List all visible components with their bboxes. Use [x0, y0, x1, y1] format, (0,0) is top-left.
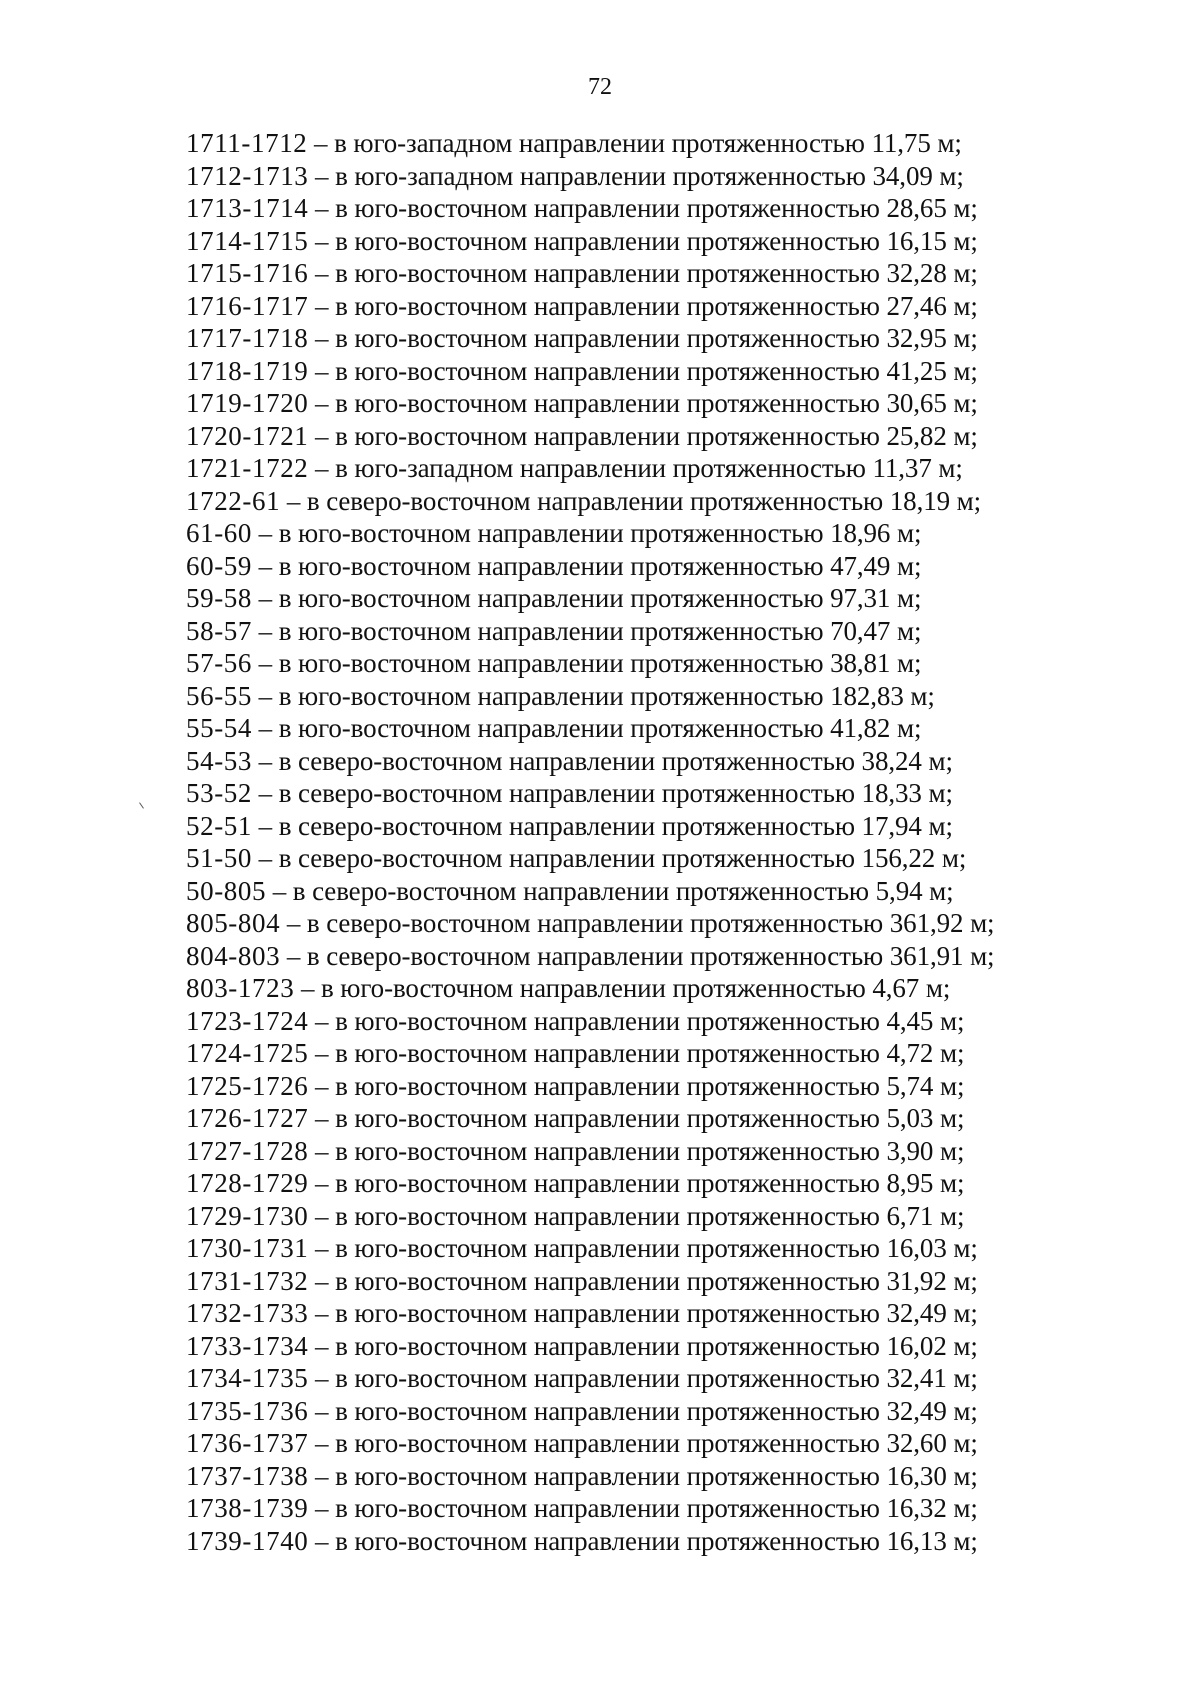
- segment-line: [186, 1265, 1066, 1298]
- segment-description: – в юго-восточном направлении протяженностью 32,95 м;: [308, 323, 978, 353]
- segment-description: – в северо-восточном направлении протяженностью 156,22 м;: [252, 843, 967, 873]
- segment-line: [186, 907, 1066, 940]
- segment-line: [186, 712, 1066, 745]
- segment-line: [186, 1362, 1066, 1395]
- segment-description: – в северо-восточном направлении протяженностью 5,94 м;: [266, 875, 954, 906]
- segment-points: 1722-61: [186, 485, 281, 516]
- segment-description: – в юго-восточном направлении протяженностью 16,13 м;: [308, 1525, 978, 1556]
- segment-line: [186, 940, 1066, 973]
- segment-line: [186, 680, 1066, 713]
- segment-points: 57-56: [186, 648, 252, 678]
- segment-description: – в юго-восточном направлении протяженностью 4,45 м;: [308, 1005, 965, 1036]
- segment-line: [186, 745, 1066, 778]
- segment-line: [186, 1492, 1066, 1525]
- segment-line: [186, 160, 1066, 193]
- segment-description: – в юго-восточном направлении протяженностью 16,03 м;: [308, 1233, 978, 1263]
- segment-line: [186, 1037, 1066, 1070]
- segment-points: 1730-1731: [186, 1233, 309, 1263]
- segment-description: – в северо-восточном направлении протяженностью 361,92 м;: [280, 908, 995, 938]
- segment-points: 804-803: [186, 940, 281, 971]
- segment-points: 1733-1734: [186, 1330, 309, 1361]
- segment-description: – в юго-западном направлении протяженностью 34,09 м;: [308, 160, 964, 191]
- segment-line: [186, 1005, 1066, 1038]
- page-number: 72: [588, 74, 612, 100]
- segment-points: 1735-1736: [186, 1395, 309, 1426]
- segment-points: 52-51: [186, 810, 252, 841]
- segment-description: – в юго-восточном направлении протяженностью 16,30 м;: [308, 1460, 978, 1491]
- segment-line: [186, 225, 1066, 258]
- segment-line: [186, 192, 1066, 225]
- segment-points: 1726-1727: [186, 1103, 309, 1133]
- segment-description: – в юго-восточном направлении протяженностью 32,49 м;: [308, 1395, 978, 1426]
- segment-points: 1721-1722: [186, 453, 309, 483]
- segment-description: – в юго-восточном направлении протяженностью 70,47 м;: [252, 615, 922, 646]
- segment-line: [186, 1297, 1066, 1330]
- segment-points: 1737-1738: [186, 1460, 309, 1491]
- segment-points: 55-54: [186, 713, 252, 743]
- segment-description: – в северо-восточном направлении протяженностью 361,91 м;: [280, 940, 995, 971]
- segment-description: – в юго-восточном направлении протяженностью 27,46 м;: [308, 290, 978, 321]
- segment-line: [186, 647, 1066, 680]
- segment-line: [186, 972, 1066, 1005]
- segment-points: 53-52: [186, 778, 252, 808]
- segment-line: [186, 1070, 1066, 1103]
- segment-points: 1712-1713: [186, 160, 309, 191]
- segment-description: – в юго-восточном направлении протяженностью 25,82 м;: [308, 420, 978, 451]
- segment-line: [186, 842, 1066, 875]
- segment-description: – в юго-восточном направлении протяженностью 32,60 м;: [308, 1428, 978, 1458]
- segment-description: – в юго-восточном направлении протяженностью 8,95 м;: [308, 1168, 965, 1198]
- segment-description: – в юго-восточном направлении протяженностью 16,02 м;: [308, 1330, 978, 1361]
- segment-description: – в юго-восточном направлении протяженностью 30,65 м;: [308, 388, 978, 418]
- segment-description: – в юго-восточном направлении протяженностью 18,96 м;: [252, 518, 922, 548]
- segment-description: – в юго-восточном направлении протяженностью 31,92 м;: [308, 1265, 978, 1296]
- segment-points: 1734-1735: [186, 1363, 309, 1393]
- segment-points: 1720-1721: [186, 420, 309, 451]
- segment-description: – в юго-восточном направлении протяженностью 3,90 м;: [308, 1135, 965, 1166]
- segment-description: – в юго-восточном направлении протяженностью 32,28 м;: [308, 258, 978, 288]
- segment-line: [186, 322, 1066, 355]
- segment-description: – в юго-восточном направлении протяженностью 32,41 м;: [308, 1363, 978, 1393]
- segment-points: 56-55: [186, 680, 252, 711]
- segment-line: [186, 810, 1066, 843]
- segment-points: 1711-1712: [186, 128, 308, 158]
- segment-description: – в юго-восточном направлении протяженностью 38,81 м;: [252, 648, 922, 678]
- segment-points: 60-59: [186, 550, 252, 581]
- segment-points: 1739-1740: [186, 1525, 309, 1556]
- segment-description: – в юго-восточном направлении протяженностью 182,83 м;: [252, 680, 935, 711]
- segment-description: – в юго-западном направлении протяженностью 11,37 м;: [308, 453, 963, 483]
- segment-points: 1718-1719: [186, 355, 309, 386]
- segment-line: [186, 1460, 1066, 1493]
- scan-mark: [139, 802, 144, 808]
- segment-line: [186, 517, 1066, 550]
- segment-description: – в юго-западном направлении протяженностью 11,75 м;: [307, 128, 962, 158]
- segment-points: 1716-1717: [186, 290, 309, 321]
- segment-points: 54-53: [186, 745, 252, 776]
- segment-line: [186, 1167, 1066, 1200]
- segment-description: – в северо-восточном направлении протяженностью 38,24 м;: [252, 745, 953, 776]
- segment-line: [186, 1525, 1066, 1558]
- segment-description: – в юго-восточном направлении протяженностью 41,82 м;: [252, 713, 922, 743]
- segment-description: – в северо-восточном направлении протяженностью 18,19 м;: [280, 485, 982, 516]
- segment-line: [186, 355, 1066, 388]
- segment-points: 1723-1724: [186, 1005, 309, 1036]
- segment-line: [186, 582, 1066, 615]
- segment-points: 1729-1730: [186, 1200, 309, 1231]
- segment-line: [186, 1232, 1066, 1265]
- segment-points: 1731-1732: [186, 1265, 309, 1296]
- segment-points: 1713-1714: [186, 193, 309, 223]
- segment-description: – в юго-восточном направлении протяженностью 97,31 м;: [252, 583, 922, 613]
- segment-description: – в юго-восточном направлении протяженностью 32,49 м;: [308, 1298, 978, 1328]
- segment-line: [186, 420, 1066, 453]
- segment-line: [186, 1135, 1066, 1168]
- boundary-segment-list: [186, 127, 1066, 1557]
- segment-points: 1717-1718: [186, 323, 309, 353]
- segment-description: – в юго-восточном направлении протяженностью 4,72 м;: [308, 1038, 965, 1068]
- segment-line: [186, 550, 1066, 583]
- segment-points: 805-804: [186, 908, 281, 938]
- segment-line: [186, 127, 1066, 160]
- segment-line: [186, 485, 1066, 518]
- segment-line: [186, 615, 1066, 648]
- segment-points: 1715-1716: [186, 258, 309, 288]
- segment-points: 1728-1729: [186, 1168, 309, 1198]
- segment-description: – в юго-восточном направлении протяженностью 28,65 м;: [308, 193, 978, 223]
- segment-points: 1725-1726: [186, 1070, 309, 1101]
- segment-line: [186, 1395, 1066, 1428]
- segment-points: 1724-1725: [186, 1038, 309, 1068]
- segment-points: 1727-1728: [186, 1135, 309, 1166]
- segment-line: [186, 777, 1066, 810]
- segment-description: – в юго-восточном направлении протяженностью 4,67 м;: [294, 973, 951, 1003]
- segment-line: [186, 452, 1066, 485]
- segment-line: [186, 290, 1066, 323]
- segment-line: [186, 387, 1066, 420]
- segment-points: 1732-1733: [186, 1298, 309, 1328]
- segment-description: – в юго-восточном направлении протяженностью 47,49 м;: [252, 550, 922, 581]
- segment-line: [186, 257, 1066, 290]
- segment-points: 50-805: [186, 875, 267, 906]
- segment-description: – в юго-восточном направлении протяженностью 16,32 м;: [308, 1493, 978, 1523]
- segment-line: [186, 875, 1066, 908]
- segment-points: 803-1723: [186, 973, 295, 1003]
- segment-line: [186, 1427, 1066, 1460]
- segment-points: 1714-1715: [186, 225, 309, 256]
- segment-description: – в северо-восточном направлении протяженностью 17,94 м;: [252, 810, 953, 841]
- segment-line: [186, 1102, 1066, 1135]
- segment-description: – в юго-восточном направлении протяженностью 5,74 м;: [308, 1070, 965, 1101]
- segment-line: [186, 1330, 1066, 1363]
- segment-points: 1736-1737: [186, 1428, 309, 1458]
- segment-points: 61-60: [186, 518, 252, 548]
- segment-points: 51-50: [186, 843, 252, 873]
- segment-line: [186, 1200, 1066, 1233]
- segment-description: – в юго-восточном направлении протяженностью 16,15 м;: [308, 225, 978, 256]
- segment-points: 1719-1720: [186, 388, 309, 418]
- segment-description: – в юго-восточном направлении протяженностью 6,71 м;: [308, 1200, 965, 1231]
- segment-description: – в юго-восточном направлении протяженностью 41,25 м;: [308, 355, 978, 386]
- segment-points: 59-58: [186, 583, 252, 613]
- segment-points: 58-57: [186, 615, 252, 646]
- segment-description: – в юго-восточном направлении протяженностью 5,03 м;: [308, 1103, 965, 1133]
- segment-description: – в северо-восточном направлении протяженностью 18,33 м;: [252, 778, 953, 808]
- segment-points: 1738-1739: [186, 1493, 309, 1523]
